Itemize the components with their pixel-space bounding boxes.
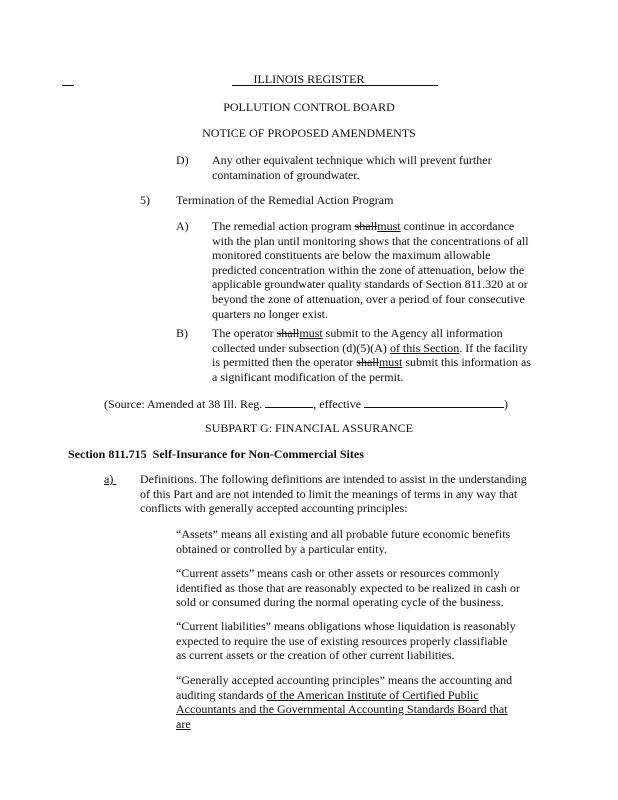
definitions-intro: Definitions. The following definitions are intended to assist in the understanding of this Part and are not intended to limit the meanings of terms in any way that conflicts with generally accepted accounting principles: [140,472,527,516]
source-note [104,396,544,412]
item-b-t1: The operator [212,326,274,340]
item-b-text [212,326,538,384]
item-b-inserted-2: of this Section [389,340,460,355]
item-b-inserted-3: must [378,355,403,370]
section-heading [68,447,364,462]
source-mid: , effective [313,397,362,411]
item-5-label: 5) [140,193,150,207]
item-a-pre: The remedial action program [212,219,352,233]
source-close: ) [504,397,509,411]
definitions-label [104,472,143,487]
item-b-t2: submit to the Agency all information collected under subsection (d)(5)(A) [212,326,503,355]
notice-title: NOTICE OF PROPOSED AMENDMENTS [202,126,416,140]
source-open: (Source: Amended at 38 Ill. Reg. [104,397,263,411]
section-number: Section 811.715 [68,447,147,461]
subpart-title: SUBPART G: FINANCIAL ASSURANCE [205,421,413,435]
definitions-label-text: a) [104,472,114,486]
item-a-post: continue in accordance with the plan until monitoring shows that the concentrations of all monitored constituents are below the maximum allowable predicted concentration within the zone of attenuation, below the applicable groundwater quality standards of Section 811.320 at or beyond the zone of attenuation, over a period of four consecutive quarters no longer exist. [212,219,529,321]
item-d-text: Any other equivalent technique which will prevent further contamination of groundwater. [212,153,492,182]
item-b-label: B) [176,326,188,340]
source-reg-blank [265,396,313,408]
item-a-struck: shall [354,219,378,233]
item-b-struck-1: shall [276,326,300,340]
item-b-t4: submit this information as a significant modification of the permit. [212,355,531,384]
item-b-struck-2: shall [356,355,379,370]
item-a-inserted: must [377,219,401,233]
register-title: ILLINOIS REGISTER [253,72,365,86]
source-effective-blank [364,396,504,408]
item-d-label: D) [176,153,189,167]
board-title: POLLUTION CONTROL BOARD [223,100,395,114]
item-5-text: Termination of the Remedial Action Program [176,193,394,207]
header-rule-right [232,85,438,86]
def-current-assets: “Current assets” means cash or other assets or resources commonly identified as those that are reasonably expected to be realized in cash or sold or consumed during the normal operating cycle of the business. [176,566,520,610]
def-assets: “Assets” means all existing and all probable future economic benefits obtained or controlled by a particular entity. [176,527,511,556]
def-current-liabilities: “Current liabilities” means obligations whose liquidation is reasonably expected to require the use of existing resources properly classifiable as current assets or the creation of other current liabilities. [176,619,516,663]
section-title: Self-Insurance for Non-Commercial Sites [152,447,364,461]
definitions-label-blank [113,472,143,487]
def-gaap-pre: “Generally accepted accounting principles” means the accounting and auditing standards [176,673,513,702]
def-gaap-inserted: of the American Institute of Certified Public Accountants and the Governmental Accounting Standards Board that are [176,687,508,731]
item-b-inserted-1: must [299,326,323,340]
item-b-t3: . If the facility is permitted then the operator [212,340,528,370]
item-a-text [212,219,538,321]
item-a-label: A) [176,219,189,233]
def-gaap [176,673,516,731]
